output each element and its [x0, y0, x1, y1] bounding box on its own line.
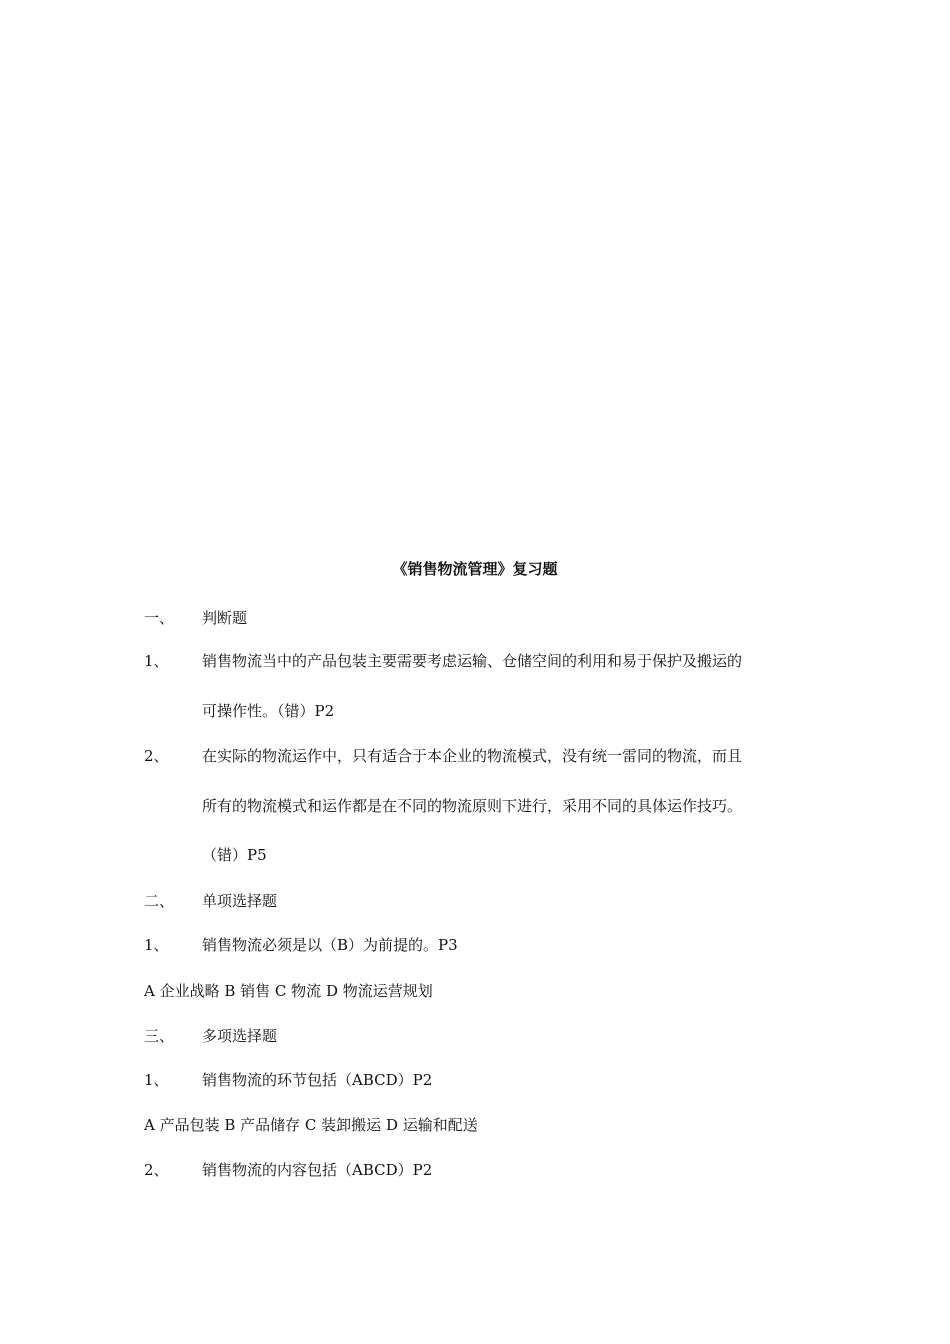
document-title: 《销售物流管理》复习题 — [392, 560, 558, 578]
question-text-line: （错）P5 — [202, 846, 267, 864]
question-text-line: 可操作性。（错）P2 — [202, 702, 335, 720]
section-number: 二、 — [144, 892, 175, 910]
section-number: 一、 — [144, 609, 175, 627]
question-text-line: 销售物流的内容包括（ABCD）P2 — [202, 1161, 433, 1179]
question-number: 1、 — [144, 936, 169, 954]
question-number: 1、 — [144, 652, 169, 670]
question-text-line: 所有的物流模式和运作都是在不同的物流原则下进行，采用不同的具体运作技巧。 — [202, 797, 743, 815]
section-heading: 判断题 — [202, 609, 248, 627]
answer-options: A 企业战略 B 销售 C 物流 D 物流运营规划 — [144, 982, 433, 1000]
question-number: 2、 — [144, 1161, 169, 1179]
section-heading: 单项选择题 — [202, 892, 278, 910]
section-heading: 多项选择题 — [202, 1027, 278, 1045]
question-text-line: 在实际的物流运作中，只有适合于本企业的物流模式，没有统一雷同的物流，而且 — [202, 747, 743, 765]
question-text-line: 销售物流当中的产品包装主要需要考虑运输、仓储空间的利用和易于保护及搬运的 — [202, 652, 743, 670]
section-number: 三、 — [144, 1027, 175, 1045]
question-number: 1、 — [144, 1071, 169, 1089]
question-text-line: 销售物流的环节包括（ABCD）P2 — [202, 1071, 433, 1089]
question-text-line: 销售物流必须是以（B）为前提的。P3 — [202, 936, 458, 954]
question-number: 2、 — [144, 747, 169, 765]
answer-options: A 产品包装 B 产品储存 C 装卸搬运 D 运输和配送 — [144, 1116, 478, 1134]
